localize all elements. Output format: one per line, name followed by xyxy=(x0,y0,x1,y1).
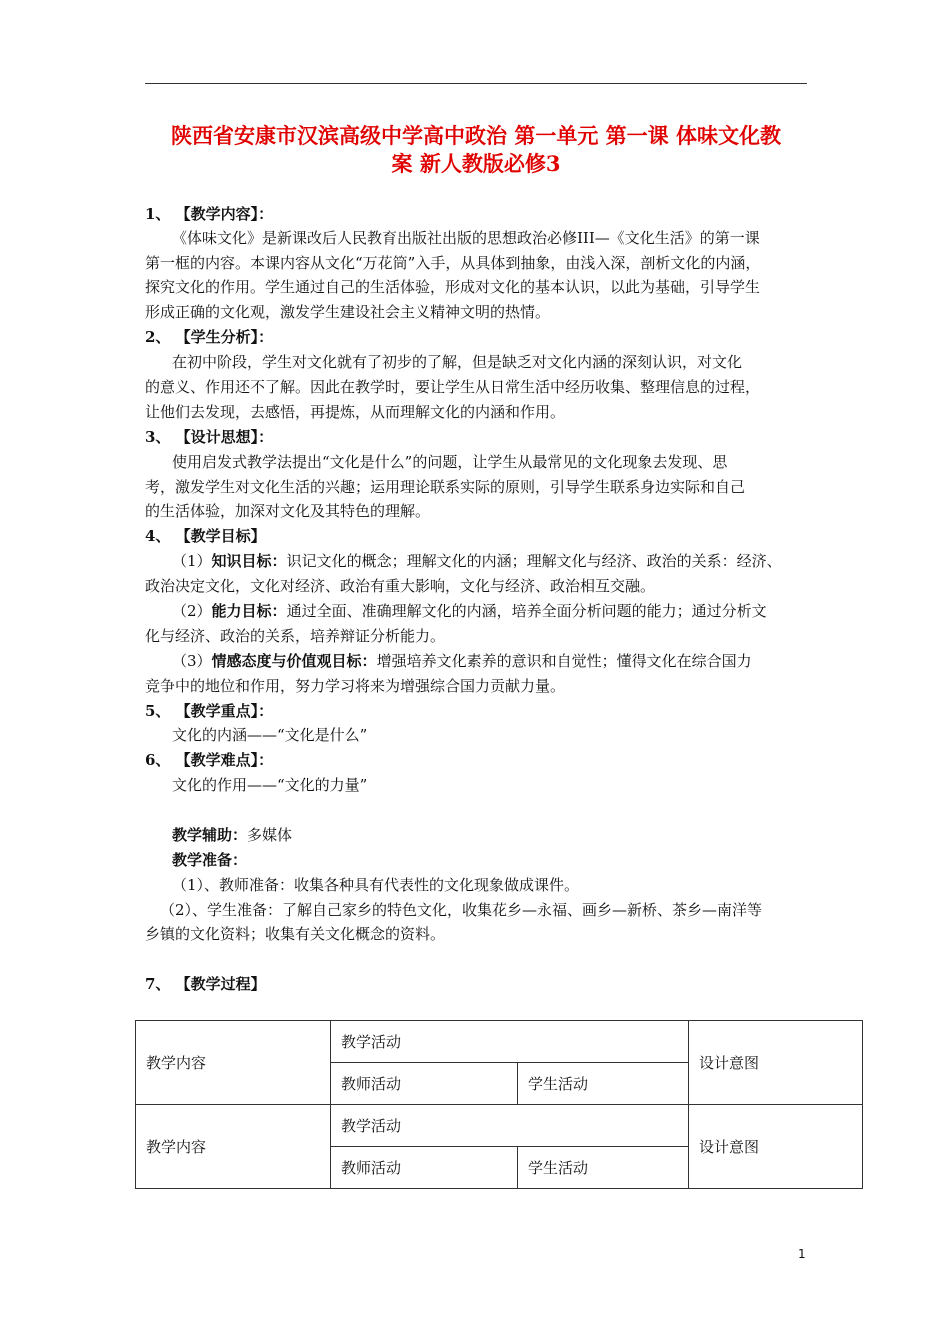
section-4-heading: 4、 【教学目标】 xyxy=(145,527,266,545)
goal-1-text: 识记文化的概念；理解文化的内涵；理解文化与经济、政治的关系：经济、 xyxy=(286,552,782,570)
goal-1 xyxy=(172,550,782,572)
goal-2 xyxy=(172,600,767,622)
goal-3 xyxy=(172,650,752,672)
prep-teacher: （1）、教师准备：收集各种具有代表性的文化现象做成课件。 xyxy=(172,876,580,894)
goal-3-label: 情感态度与价值观目标： xyxy=(211,652,377,670)
section-5-heading: 5、 【教学重点】： xyxy=(145,702,274,720)
table-row xyxy=(136,1105,863,1147)
section-3-heading: 3、 【设计思想】： xyxy=(145,428,274,446)
teaching-aids-label: 教学辅助： xyxy=(172,826,248,844)
table-row xyxy=(136,1021,863,1063)
s6-text: 文化的作用——“文化的力量” xyxy=(172,776,368,794)
cell-student-activity: 学生活动 xyxy=(518,1147,689,1189)
goal-3-num: （3） xyxy=(172,652,212,670)
s2-line-1: 在初中阶段，学生对文化就有了初步的了解，但是缺乏对文化内涵的深刻认识，对文化 xyxy=(172,353,743,371)
goal-1-num: （1） xyxy=(172,552,212,570)
goal-3-cont: 竞争中的地位和作用，努力学习将来为增强综合国力贡献力量。 xyxy=(145,677,566,695)
section-7-heading: 7、 【教学过程】 xyxy=(145,975,266,993)
section-1-heading: 1、 【教学内容】： xyxy=(145,205,274,223)
goal-2-cont: 化与经济、政治的关系，培养辩证分析能力。 xyxy=(145,627,446,645)
title-line-2: 案 新人教版必修3 xyxy=(391,151,561,176)
teaching-aids-value: 多媒体 xyxy=(247,826,293,844)
cell-content: 教学内容 xyxy=(136,1105,331,1189)
s3-line-1: 使用启发式教学法提出“文化是什么”的问题，让学生从最常见的文化现象去发现、思 xyxy=(172,453,728,471)
cell-intent: 设计意图 xyxy=(689,1021,863,1105)
s3-line-2: 考，激发学生对文化生活的兴趣；运用理论联系实际的原则，引导学生联系身边实际和自己 xyxy=(145,478,746,496)
goal-2-label: 能力目标： xyxy=(211,602,287,620)
cell-activity: 教学活动 xyxy=(331,1105,689,1147)
document-title xyxy=(130,122,822,178)
s5-text: 文化的内涵——“文化是什么” xyxy=(172,726,368,744)
prep-student-1: （2）、学生准备：了解自己家乡的特色文化，收集花乡—永福、画乡—新桥、茶乡—南洋等 xyxy=(160,901,763,919)
top-rule xyxy=(145,83,807,84)
s1-line-2: 第一框的内容。本课内容从文化“万花筒”入手，从具体到抽象，由浅入深，剖析文化的内涵， xyxy=(145,254,761,272)
teaching-prep-label: 教学准备： xyxy=(172,851,248,869)
s1-line-3: 探究文化的作用。学生通过自己的生活体验，形成对文化的基本认识，以此为基础，引导学生 xyxy=(145,278,761,296)
cell-teacher-activity: 教师活动 xyxy=(331,1147,518,1189)
section-2-heading: 2、 【学生分析】： xyxy=(145,328,274,346)
section-6-heading: 6、 【教学难点】： xyxy=(145,751,274,769)
s3-line-3: 的生活体验，加深对文化及其特色的理解。 xyxy=(145,502,431,520)
s1-line-4: 形成正确的文化观，激发学生建设社会主义精神文明的热情。 xyxy=(145,303,551,321)
cell-intent: 设计意图 xyxy=(689,1105,863,1189)
goal-3-text: 增强培养文化素养的意识和自觉性；懂得文化在综合国力 xyxy=(376,652,752,670)
title-line-1: 陕西省安康市汉滨高级中学高中政治 第一单元 第一课 体味文化教 xyxy=(171,123,781,148)
s2-line-2: 的意义、作用还不了解。因此在教学时，要让学生从日常生活中经历收集、整理信息的过程， xyxy=(145,378,761,396)
goal-2-text: 通过全面、准确理解文化的内涵，培养全面分析问题的能力；通过分析文 xyxy=(286,602,767,620)
cell-content: 教学内容 xyxy=(136,1021,331,1105)
page-number: 1 xyxy=(798,1247,806,1261)
cell-student-activity: 学生活动 xyxy=(518,1063,689,1105)
teaching-process-table xyxy=(135,1020,863,1189)
s1-line-1: 《体味文化》是新课改后人民教育出版社出版的思想政治必修III—《文化生活》的第一课 xyxy=(172,229,760,247)
goal-1-label: 知识目标： xyxy=(211,552,287,570)
prep-student-2: 乡镇的文化资料；收集有关文化概念的资料。 xyxy=(145,925,446,943)
teaching-aids xyxy=(172,824,292,846)
cell-teacher-activity: 教师活动 xyxy=(331,1063,518,1105)
goal-1-cont: 政治决定文化，文化对经济、政治有重大影响，文化与经济、政治相互交融。 xyxy=(145,577,656,595)
goal-2-num: （2） xyxy=(172,602,212,620)
s2-line-3: 让他们去发现，去感悟，再提炼，从而理解文化的内涵和作用。 xyxy=(145,403,566,421)
cell-activity: 教学活动 xyxy=(331,1021,689,1063)
